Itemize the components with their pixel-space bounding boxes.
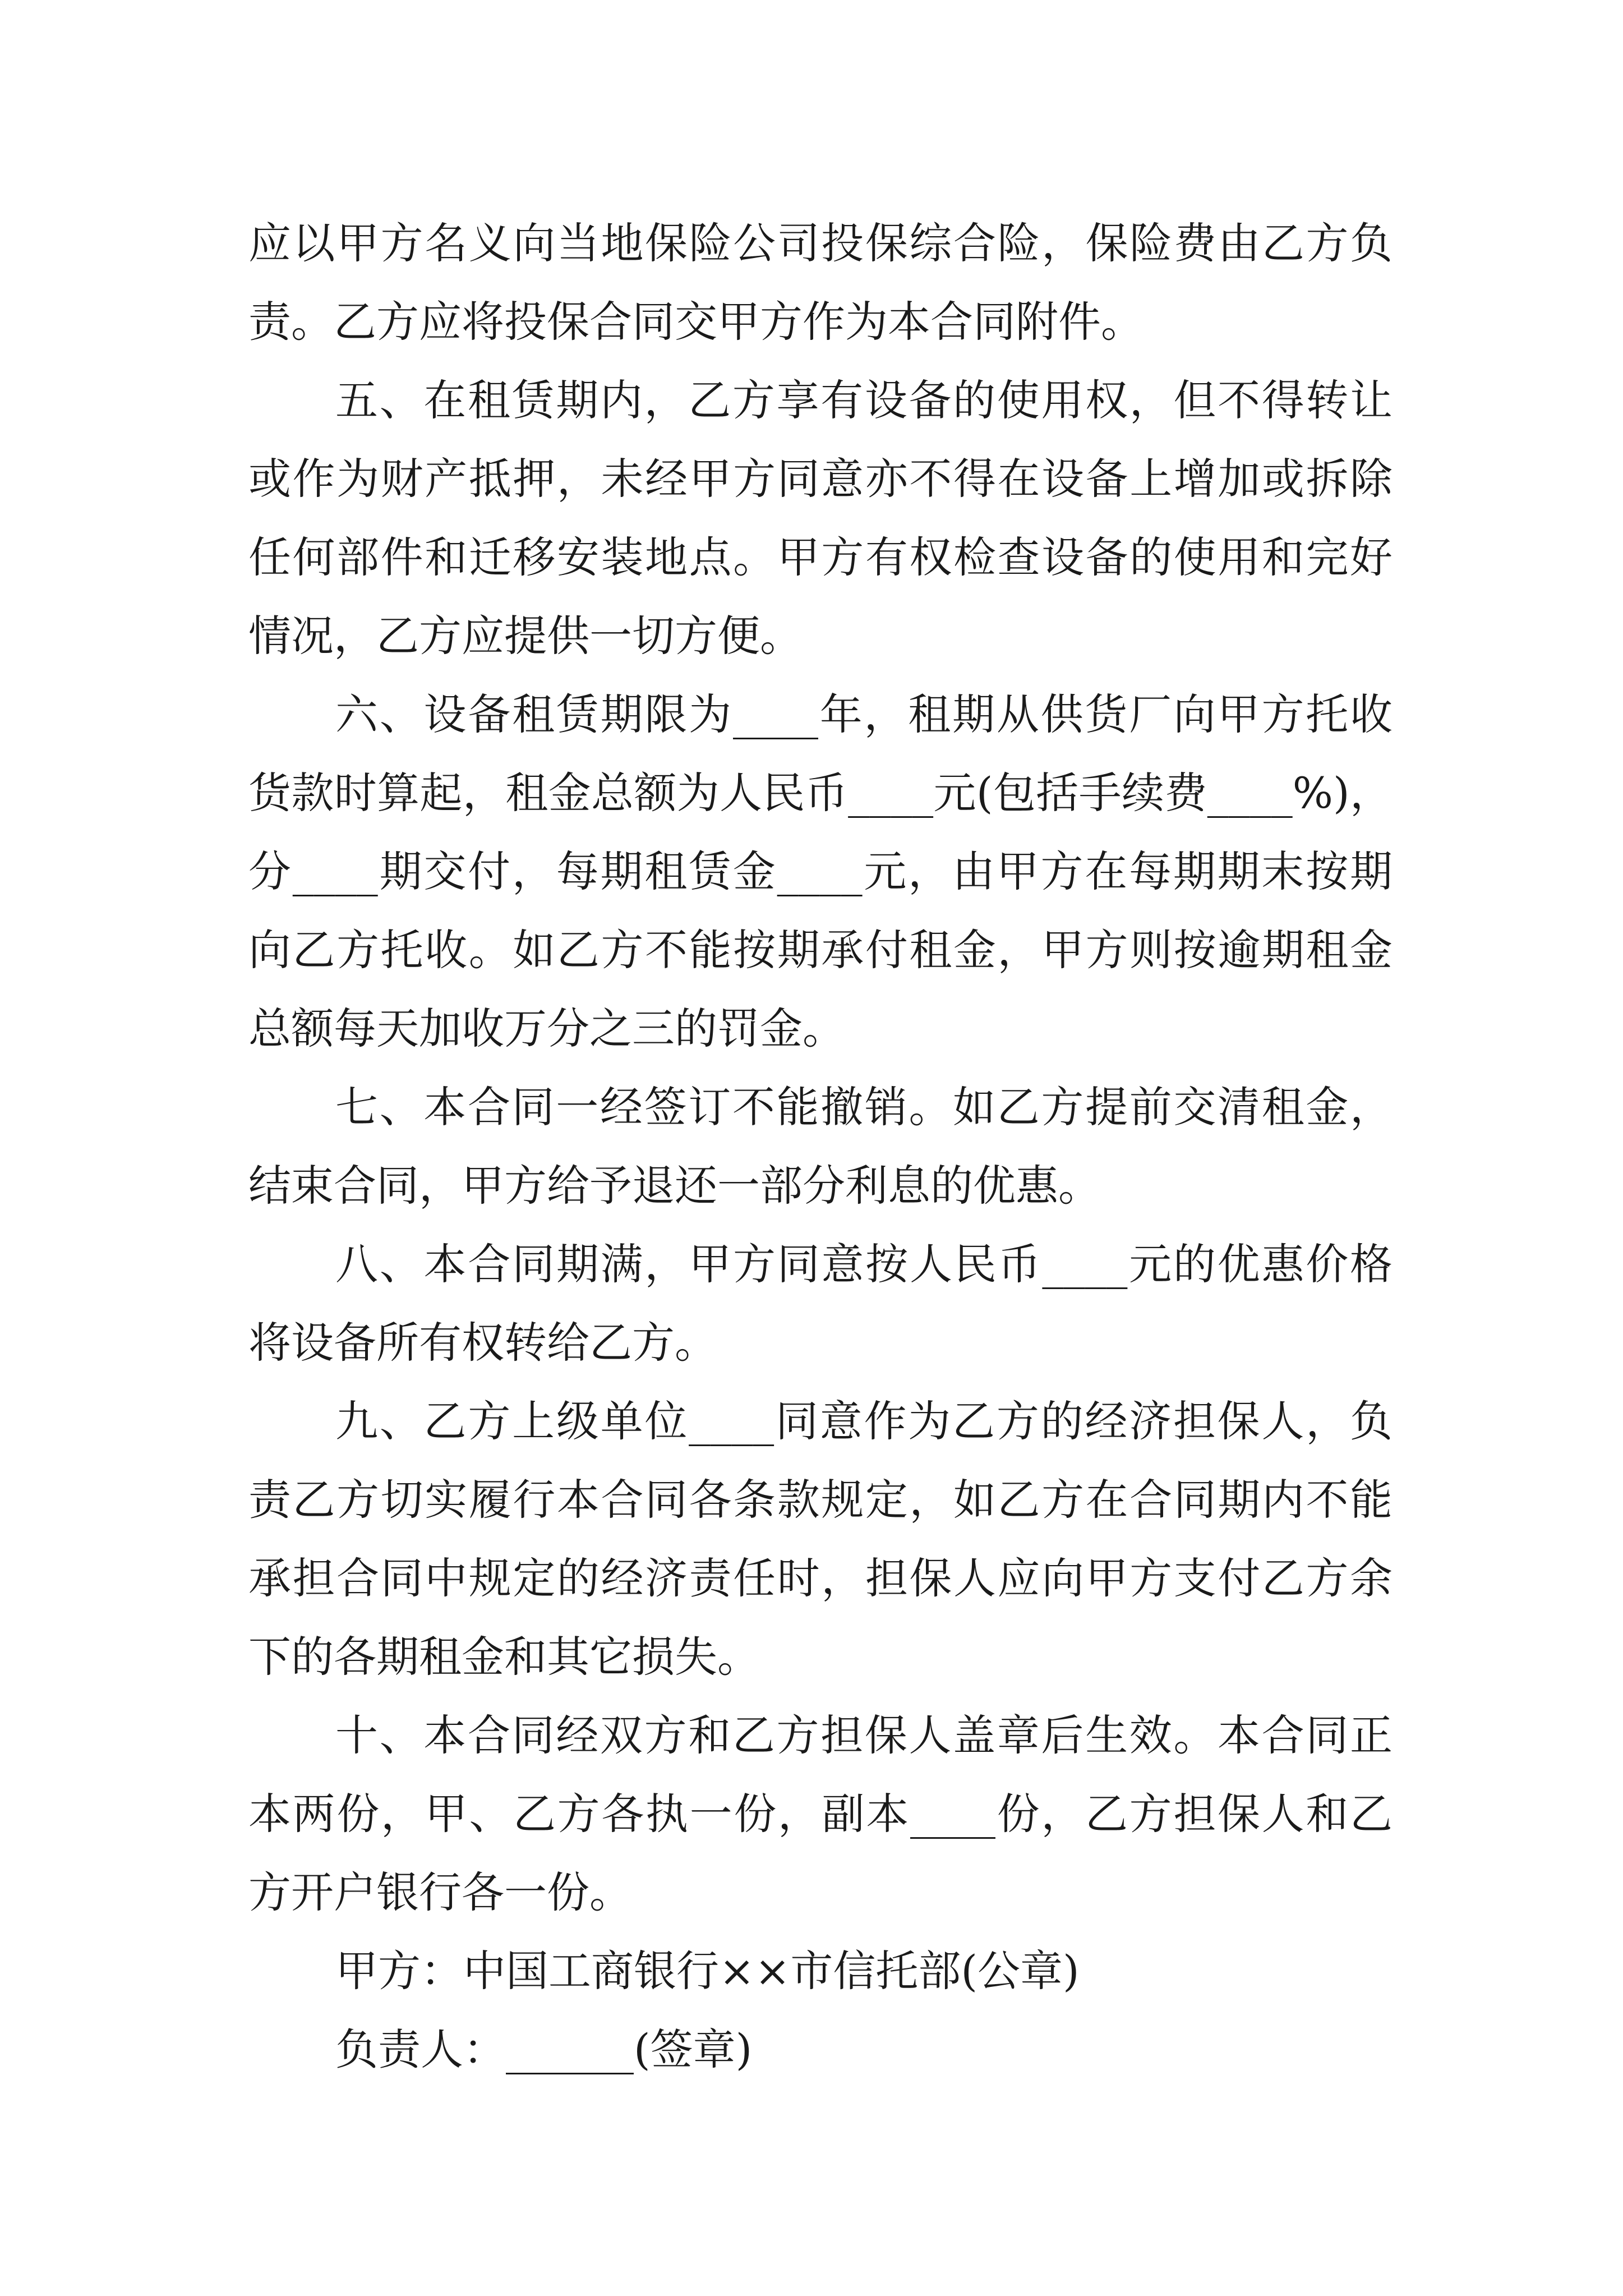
party-a-line: 甲方：中国工商银行××市信托部(公章) <box>335 1946 1080 1996</box>
text-line: 向乙方托收。如乙方不能按期承付租金，甲方则按逾期租金 <box>248 925 1393 975</box>
text-line: 方开户银行各一份。 <box>248 1867 632 1917</box>
text-line: 承担合同中规定的经济责任时，担保人应向甲方支付乙方余 <box>248 1553 1393 1603</box>
text-line: 总额每天加收万分之三的罚金。 <box>248 1004 845 1053</box>
signatory-line: 负责人：______(签章) <box>335 2024 753 2074</box>
text-line: 结束合同，甲方给予退还一部分利息的优惠。 <box>248 1161 1101 1211</box>
text-line: 八、本合同期满，甲方同意按人民币____元的优惠价格 <box>335 1239 1393 1289</box>
text-line: 分____期交付，每期租赁金____元，由甲方在每期期末按期 <box>248 846 1393 896</box>
text-line: 九、乙方上级单位____同意作为乙方的经济担保人，负 <box>335 1396 1393 1446</box>
text-line: 应以甲方名义向当地保险公司投保综合险，保险费由乙方负 <box>248 218 1393 268</box>
text-line: 五、在租赁期内，乙方享有设备的使用权，但不得转让 <box>335 375 1393 425</box>
text-line: 本两份，甲、乙方各执一份，副本____份，乙方担保人和乙 <box>248 1789 1393 1839</box>
text-line: 七、本合同一经签订不能撤销。如乙方提前交清租金， <box>335 1082 1393 1132</box>
text-line: 责。乙方应将投保合同交甲方作为本合同附件。 <box>248 297 1144 347</box>
text-line: 六、设备租赁期限为____年，租期从供货厂向甲方托收 <box>335 689 1393 739</box>
text-line: 或作为财产抵押，未经甲方同意亦不得在设备上增加或拆除 <box>248 454 1393 504</box>
text-line: 情况，乙方应提供一切方便。 <box>248 611 803 661</box>
text-line: 责乙方切实履行本合同各条款规定，如乙方在合同期内不能 <box>248 1475 1393 1525</box>
text-line: 十、本合同经双方和乙方担保人盖章后生效。本合同正 <box>335 1710 1393 1760</box>
text-line: 将设备所有权转给乙方。 <box>248 1318 717 1368</box>
text-line: 货款时算起，租金总额为人民币____元(包括手续费____%)， <box>248 768 1393 818</box>
text-line: 任何部件和迁移安装地点。甲方有权检查设备的使用和完好 <box>248 532 1393 582</box>
text-line: 下的各期租金和其它损失。 <box>248 1632 760 1682</box>
